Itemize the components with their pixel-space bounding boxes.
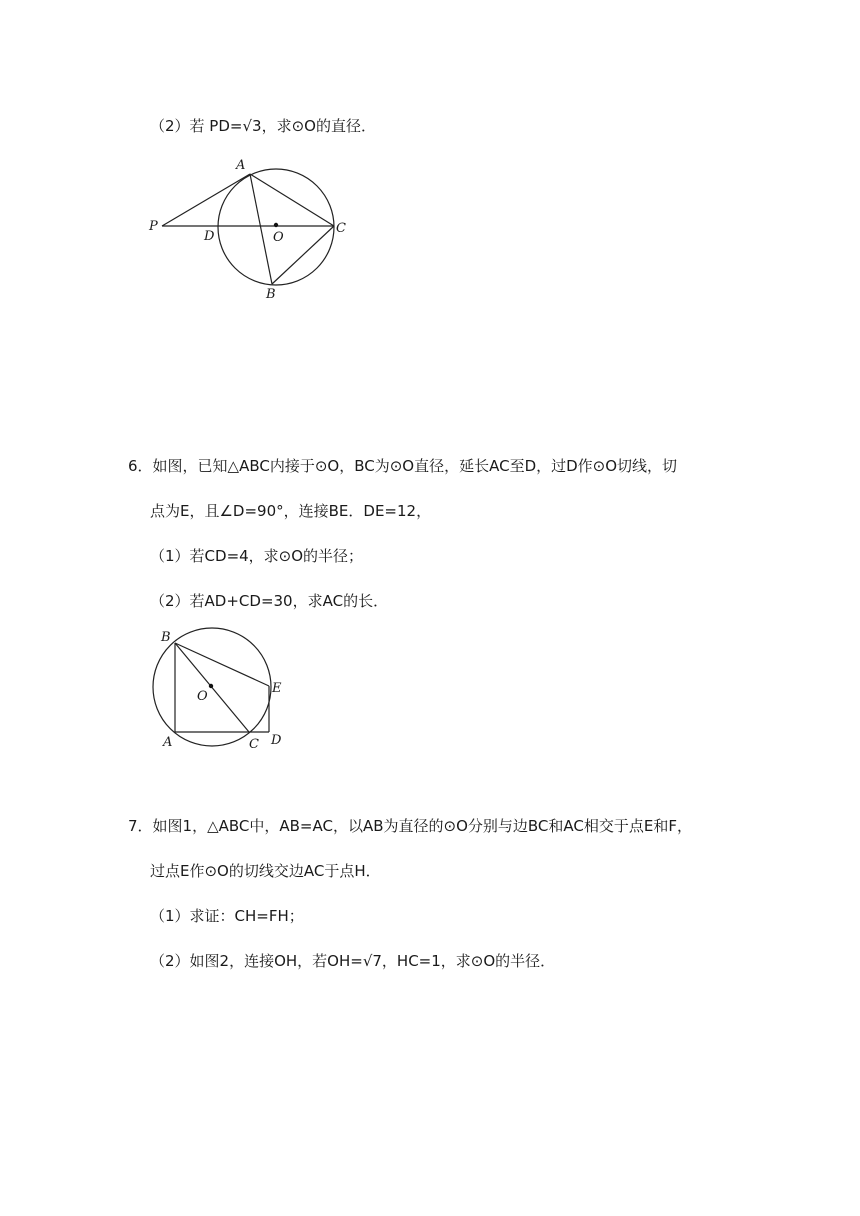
- q6-figure: [145, 622, 295, 757]
- q7-line1: 7．如图1，△ABC中，AB=AC，以AB为直径的⊙O分别与边BC和AC相交于点E和F，: [128, 817, 692, 835]
- q5-figure: [140, 150, 360, 305]
- q6-label-d: D: [271, 733, 282, 748]
- q7-line2: 过点E作⊙O的切线交边AC于点H．: [150, 862, 381, 880]
- q7-part1: （1）求证：CH=FH；: [150, 907, 304, 925]
- q5-label-d: D: [204, 229, 215, 244]
- q6-label-a: A: [163, 735, 173, 750]
- q5-label-o: O: [273, 230, 284, 245]
- q6-label-b: B: [161, 630, 171, 645]
- q6-label-o: O: [197, 689, 208, 704]
- q6-line1: 6．如图，已知△ABC内接于⊙O，BC为⊙O直径，延长AC至D，过D作⊙O切线，切: [128, 457, 678, 475]
- q6-center-dot: [209, 684, 213, 688]
- q5-line-pa: [162, 174, 250, 226]
- q5-line-ab: [250, 174, 272, 284]
- q6-line2: 点为E，且∠D=90°，连接BE．DE=12，: [150, 502, 432, 520]
- q5-center-dot: [274, 223, 278, 227]
- q6-line-be: [175, 643, 269, 686]
- q5-part2-text: （2）若 PD=√3，求⊙O的直径．: [150, 117, 376, 135]
- q6-label-e: E: [272, 681, 282, 696]
- q5-label-p: P: [149, 219, 158, 234]
- q6-part1: （1）若CD=4，求⊙O的半径；: [150, 547, 364, 565]
- q6-part2: （2）若AD+CD=30，求AC的长．: [150, 592, 389, 610]
- q5-label-a: A: [236, 158, 246, 173]
- q5-label-c: C: [336, 221, 346, 236]
- q5-line-ac: [250, 174, 334, 226]
- q6-label-c: C: [249, 737, 259, 752]
- q7-part2: （2）如图2，连接OH，若OH=√7，HC=1，求⊙O的半径．: [150, 952, 556, 970]
- q5-label-b: B: [266, 287, 276, 302]
